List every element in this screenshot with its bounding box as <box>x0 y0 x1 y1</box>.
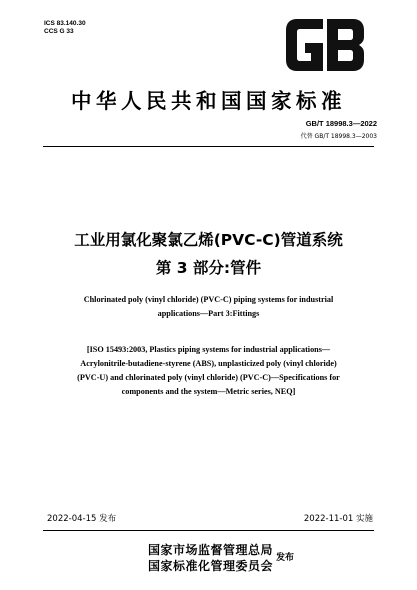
iso-reference-line-1: [ISO 15493:2003, Plastics piping systems for industrial applications— <box>86 345 331 354</box>
gb-logo-b <box>327 19 364 71</box>
replaces-standard: 代替 GB/T 18998.3—2003 <box>300 133 377 140</box>
issuer-line-2: 国家标准化管理委员会 <box>148 559 274 573</box>
iso-reference-line-2: Acrylonitrile-butadiene-styrene (ABS), unplasticized poly (vinyl chloride) <box>80 359 337 368</box>
standard-number: GB/T 18998.3—2022 <box>305 119 377 128</box>
gb-logo-g <box>286 19 323 71</box>
title-chinese-line-2: 第 3 部分:管件 <box>155 259 262 277</box>
national-standard-masthead: 中华人民共和国国家标准 <box>71 89 346 113</box>
gb-logo <box>283 13 367 77</box>
iso-reference-line-4: components and the system—Metric series, NEQ] <box>121 387 296 396</box>
ccs-code: CCS G 33 <box>44 28 74 35</box>
publish-label: 发布 <box>276 553 295 563</box>
top-divider <box>43 146 374 147</box>
title-chinese-line-1: 工业用氯化聚氯乙烯(PVC-C)管道系统 <box>74 231 343 249</box>
title-english-line-2: applications—Part 3:Fittings <box>157 309 260 318</box>
ics-code: ICS 83.140.30 <box>44 20 86 27</box>
classification-codes <box>44 20 86 36</box>
issuer-line-1: 国家市场监督管理总局 <box>148 543 274 557</box>
implementation-date: 2022-11-01 实施 <box>303 514 373 524</box>
iso-reference-line-3: (PVC-U) and chlorinated poly (vinyl chloride) (PVC-C)—Specifications for <box>77 373 340 382</box>
title-english-line-1: Chlorinated poly (vinyl chloride) (PVC-C) piping systems for industrial <box>83 295 334 304</box>
issue-date: 2022-04-15 发布 <box>47 514 117 524</box>
bottom-divider <box>43 530 374 531</box>
